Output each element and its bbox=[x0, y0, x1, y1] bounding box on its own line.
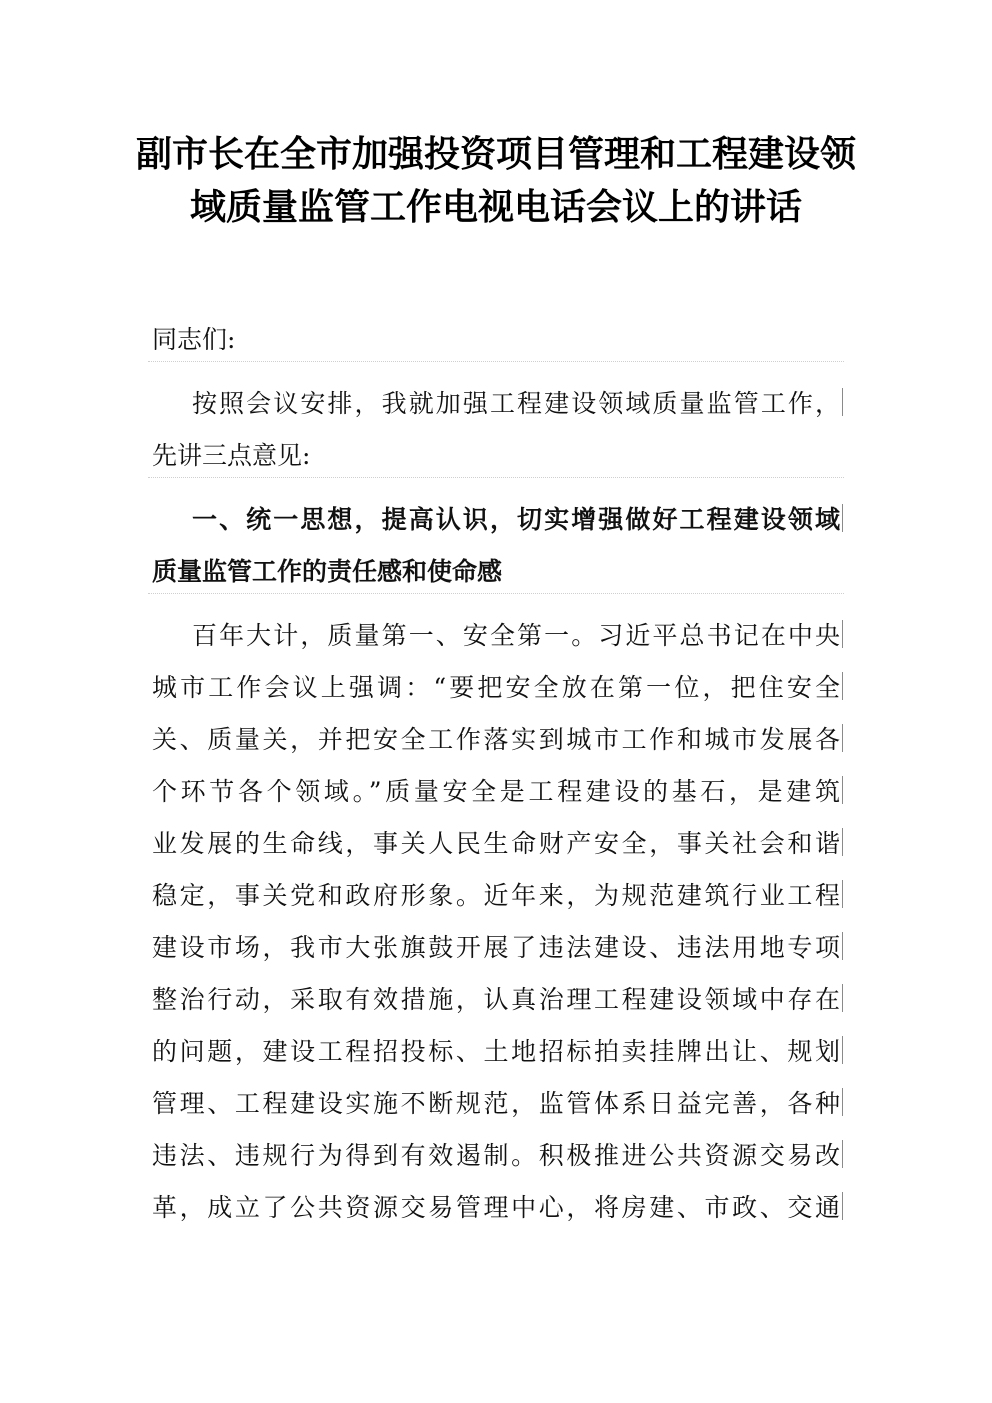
margin-marker bbox=[842, 880, 843, 908]
divider bbox=[148, 477, 844, 478]
margin-marker bbox=[842, 776, 843, 804]
section-heading: 质量监管工作的责任感和使命感 bbox=[152, 557, 503, 586]
body-line: 城市工作会议上强调：“要把安全放在第一位，把住安全 bbox=[152, 673, 840, 702]
divider bbox=[148, 361, 844, 362]
margin-marker bbox=[842, 1036, 843, 1064]
body-line: 管理、工程建设实施不断规范，监管体系日益完善，各种 bbox=[152, 1089, 840, 1118]
margin-marker bbox=[842, 672, 843, 700]
body-line: 整治行动，采取有效措施，认真治理工程建设领域中存在 bbox=[152, 985, 840, 1014]
body-line: 违法、违规行为得到有效遏制。积极推进公共资源交易改 bbox=[152, 1141, 840, 1170]
document-title: 副市长在全市加强投资项目管理和工程建设领域质量监管工作电视电话会议上的讲话 bbox=[135, 134, 856, 228]
body-line: 稳定，事关党和政府形象。近年来，为规范建筑行业工程 bbox=[152, 881, 840, 910]
section-heading: 一、统一思想，提高认识，切实增强做好工程建设领域 bbox=[192, 505, 840, 534]
margin-marker bbox=[842, 504, 843, 532]
divider bbox=[148, 593, 844, 594]
intro-line: 先讲三点意见: bbox=[152, 441, 311, 470]
body-line: 关、质量关，并把安全工作落实到城市工作和城市发展各 bbox=[152, 725, 840, 754]
margin-marker bbox=[842, 1192, 843, 1220]
margin-marker bbox=[842, 932, 843, 960]
margin-marker bbox=[842, 1088, 843, 1116]
intro-line: 按照会议安排，我就加强工程建设领域质量监管工作， bbox=[192, 389, 840, 418]
margin-marker bbox=[842, 828, 843, 856]
margin-marker bbox=[842, 724, 843, 752]
body-line: 个环节各个领域。”质量安全是工程建设的基石，是建筑 bbox=[152, 777, 840, 806]
body-line: 革，成立了公共资源交易管理中心，将房建、市政、交通 bbox=[152, 1193, 840, 1222]
margin-marker bbox=[842, 1140, 843, 1168]
salutation: 同志们: bbox=[152, 325, 236, 354]
body-line: 建设市场，我市大张旗鼓开展了违法建设、违法用地专项 bbox=[152, 933, 840, 962]
body-line: 的问题，建设工程招投标、土地招标拍卖挂牌出让、规划 bbox=[152, 1037, 840, 1066]
margin-marker bbox=[842, 388, 843, 416]
margin-marker bbox=[842, 984, 843, 1012]
body-line: 业发展的生命线，事关人民生命财产安全，事关社会和谐 bbox=[152, 829, 840, 858]
body-line: 百年大计，质量第一、安全第一。习近平总书记在中央 bbox=[192, 621, 840, 650]
margin-marker bbox=[842, 620, 843, 648]
